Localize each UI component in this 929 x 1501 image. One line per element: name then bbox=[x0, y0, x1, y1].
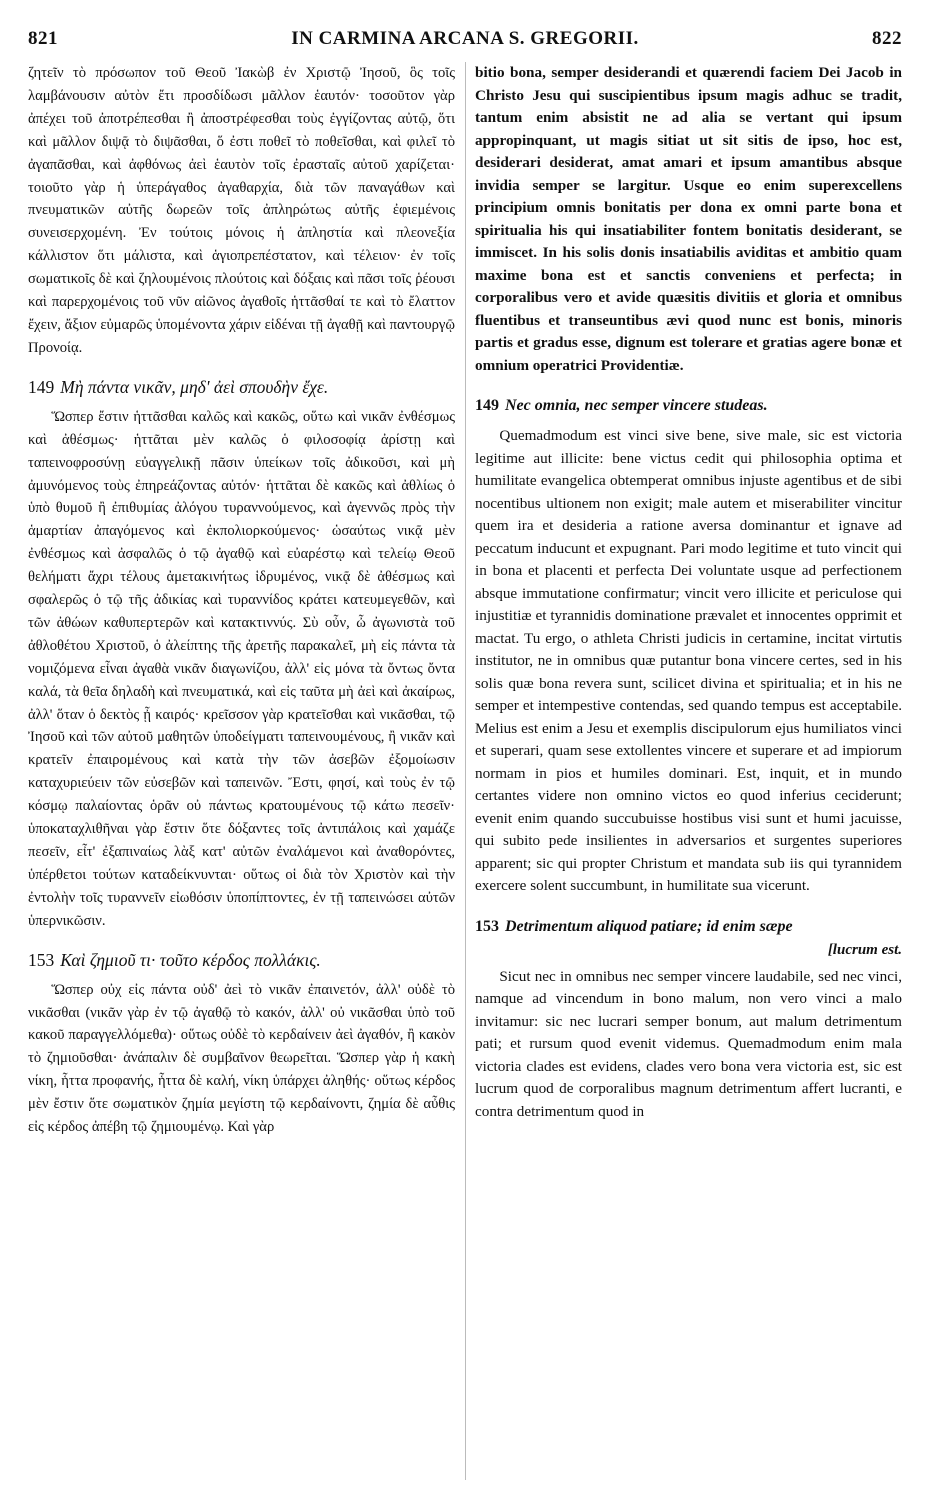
latin-section-149-number: 149 bbox=[475, 397, 499, 414]
greek-section-149-paragraph: Ὥσπερ ἔστιν ἡττᾶσθαι καλῶς καὶ κακῶς, οὕτω καὶ νικᾶν ἐνθέσμως καὶ ἀθέσμως· ἡττᾶται μὲν καλῶς ὁ φιλοσοφίᾳ ἀρίστῃ καὶ ταπεινοφροσύνῃ εὐαγγελικῇ πᾶσιν ὑπείκων τοῖς ἀδικοῦσι, καὶ μὴ ἀμυνόμενος τοὺς ἐπηρεάζοντας αὐτόν· ἡττᾶται δὲ κακῶς καὶ ἀθλίως ὁ ὑπὸ θυμοῦ ἢ ἐπιθυμίας ἀλόγου τυραννούμενος, καὶ ἀγεννῶς πρὸς τὴν ἁμαρτίαν ἀπαγόμενος καὶ ἐκπολιορκούμενος· ὡσαύτως νικᾷ μὲν ἐνθέσμως καὶ ἀσφαλῶς ὁ τῷ ἀγαθῷ καὶ εὐαρέστῳ καὶ τελείῳ Θεοῦ θελήματι ἄχρι τέλους ἀμετακινήτως ἱδρυμένος, νικᾷ δὲ ἀθέσμως καὶ σφαλερῶς ὁ τῷ τῆς ἀδικίας καὶ τυραννίδος κράτει κατευμεγεθῶν, καὶ τῶν ἀθώων καθυπερτερῶν καὶ κατακτιννύς. Σὺ οὖν, ὦ ἀγωνιστὰ τοῦ ἀθλοθέτου Χριστοῦ, ὁ ἀλείπτης τῆς ἀρετῆς παρακαλεῖ, μὴ εἰς πάντα τὰ νομιζόμενα εἶναι ἀγαθὰ νικᾶν διαγωνίζου, ἀλλ' εἰς μόνα τὰ ὄντως ὄντα καλά, τὰ θεῖα δηλαδὴ καὶ πνευματικά, καὶ εἰς ταῦτα μὴ ἀεὶ καὶ ἀκαίρως, ἀλλ' ὅταν ὁ δεκτὸς ᾖ καιρός· κρεῖσσον γὰρ κρατεῖσθαι καὶ νικᾶσθαι, τῷ Ἰησοῦ καὶ τῶν αὐτοῦ μαθητῶν ὑποδείγματι ταπεινουμένους, ἢ νικᾶν καὶ κρατεῖν ἐπαιρομένους καὶ κατὰ τὴν τῶν ἀσεβῶν ἐξομοίωσιν καταχυριεύειν τῶν εὐσεβῶν καὶ ταπεινῶν. Ἔστι, φησί, καὶ τοὺς ἐν τῷ κόσμῳ παλαίοντας ὁρᾶν οὐ πάντως κρατουμένους τῷ κάτω πεσεῖν· ὑποκαταχλιθῆναι γὰρ ἔστιν ὅτε δόξαντες τοῖς ἀντιπάλοις καὶ χαμάζε πεσεῖν, εἶτ' ἐξαπιναίως λὰξ κατ' αὐτῶν ἐναλάμενοι καὶ ἀναθορόντες, ὑπέρθετοι τούτων καταδείκνυνται· οὕτως οἱ διὰ τὸν Χριστὸν καὶ τὴν ἐντολὴν τοῖς τυραννεῖν εἰωθόσιν ὑποπίπτοντες, ἐν τῇ ταπεινώσει αὐτῶν ὑπερνικῶσιν. bbox=[28, 408, 455, 929]
latin-section-153-title: Detrimentum aliquod patiare; id enim sæpe bbox=[505, 917, 793, 935]
book-page bbox=[28, 28, 902, 1480]
greek-section-153-number: 153 bbox=[28, 949, 55, 970]
latin-column bbox=[475, 62, 902, 1123]
latin-section-153-title-continuation: [lucrum est. bbox=[827, 941, 902, 958]
latin-section-149-heading bbox=[475, 393, 902, 419]
running-title: IN CARMINA ARCANA S. GREGORII. bbox=[291, 28, 639, 49]
latin-section-153-heading bbox=[475, 914, 902, 940]
greek-column bbox=[28, 62, 455, 1139]
greek-section-153-title: Καὶ ζημιοῦ τι· τοῦτο κέρδος πολλάκις. bbox=[60, 949, 321, 970]
latin-section-153-number: 153 bbox=[475, 917, 499, 935]
page-header bbox=[28, 28, 902, 56]
latin-section-149-title: Nec omnia, nec semper vincere studeas. bbox=[505, 397, 768, 414]
greek-section-149-title: Μὴ πάντα νικᾶν, μηδ' ἀεὶ σπουδὴν ἔχε. bbox=[60, 376, 329, 397]
latin-intro-paragraph: bitio bona, semper desiderandi et quærendi faciem Dei Jacob in Christo Jesu qui suscipientibus ipsum magis adhuc se tradit, tantum enim absistit ne ad alia se vertant qui ipsum appropinquant, ut magis sitiat ut sit sitis de ipso, hoc est, desiderari desiderat, amat amari et ipsum amantibus absque invidia semper se largitur. Usque eo enim superexcellens principium omnis bonitatis per dona ex omni parte bona et spiritualia his qui insatiabiliter fontem bonitatis desiderant, se immiscet. In his solis donis insatiabilis aviditas et ambitio quam maxime bona est et sanctis conveniens et perfecta; in corporalibus vero et avide quæsitis divitiis et gloria et omnibus fluentibus et transeuntibus ævi quod nunc est bonis, minoris partis et gradus esse, dignum est tolerare et gratias agere bonæ et omnium operatrici Providentiæ. bbox=[475, 64, 902, 374]
greek-section-149-heading bbox=[28, 374, 455, 400]
column-divider bbox=[465, 62, 466, 1480]
greek-section-153-paragraph: Ὥσπερ οὐχ εἰς πάντα οὐδ' ἀεὶ τὸ νικᾶν ἐπαινετόν, ἀλλ' οὐδὲ τὸ νικᾶσθαι (νικᾶν γὰρ ἐν τῷ ἀγαθῷ τὸ κακόν, ἀλλ' οὐ νικᾶσθαι ὑπὸ τοῦ κακοῦ παραγγελλόμεθα)· οὕτως οὐδὲ τὸ κερδαίνειν ἀεὶ ἀγαθόν, ἢ κακὸν τὸ ζημιοῦσθαι· ἀνάπαλιν δὲ συμβαῖνον θεωρεῖται. Ὥσπερ γὰρ ἡ κακὴ νίκη, ἧττα προφανής, ἧττα δὲ καλή, νίκη ὑπάρχει ἀληθής· οὕτως κέρδος μὲν ἔστιν ὅτε σωματικὸν ζημία μεγίστη τῷ κερδαίνοντι, ζημία δὲ αὖθις εἰς κέρδος ἀπέβη τῷ ζημιουμένῳ. Καὶ γὰρ bbox=[28, 981, 455, 1136]
latin-section-153-paragraph: Sicut nec in omnibus nec semper vincere laudabile, sed nec vinci, namque ad vincendum in bono malum, non vero vinci a malo invitamur: sic nec lucrari semper bonum, aut malum detrimentum pati; et rursum quod evenit videmus. Quemadmodum enim mala victoria clades est evidens, clades vero bona vera victoria est, sic est lucrum quod de corporalibus magnum detrimentum affert lucranti, e contra detrimentum quod in bbox=[475, 967, 902, 1120]
greek-section-149-number: 149 bbox=[28, 376, 55, 397]
page-number-left: 821 bbox=[28, 28, 58, 49]
page-number-right: 822 bbox=[872, 28, 902, 49]
greek-section-153-heading bbox=[28, 947, 455, 973]
latin-section-149-paragraph: Quemadmodum est vinci sive bene, sive male, sic est victoria legitime aut illicite: bene victus cedit qui philosophia optima et humilitate evangelica obtemperat omnibus injuste agentibus et de sibi nocentibus ultionem non exigit; male autem et miserabiliter vincitur quem ira et desideria a ratione aversa dominantur et ignave ad peccatum inducunt et expugnant. Pari modo legitime et tuto vincit qui in bona et placenti et perfecta Dei voluntate usque ad perfectionem absque immutatione confirmatur; vincit vero illicite et periculose qui injustitiæ et tyrannidis dominatione prævalet et innocentes opprimit et mactat. Tu ergo, o athleta Christi judicis in certamine, incitat virtutis institutor, ne in omnibus quæ putantur bona vincere certes, sed in his solis quæ bona revera sunt, scilicet divina et spiritualia; et in his ne semper et intempestive contendas, sed quando tempus est acceptabile. Melius est enim a Jesu et exemplis discipulorum ejus humiliatos vinci et superari, quam sese extollentes vincere et superare et ad impiorum normam in pios et humiles dominari. Est, inquit, et in mundo certantes videre non omnino victos eo quod inferius ceciderunt; evenit enim quando succubuisse hostibus visi sunt et humi jacuisse, qui subito pede insilientes in adversarios et surgentes superiores apparent; sic qui propter Christum et mandata sub iis qui tyrannidem exercere solent succumbunt, in humilitate sua vicerunt. bbox=[475, 427, 902, 894]
greek-intro-paragraph: ζητεῖν τὸ πρόσωπον τοῦ Θεοῦ Ἰακὼβ ἐν Χριστῷ Ἰησοῦ, ὃς τοῖς λαμβάνουσιν αὐτὸν ἔτι προσδίδωσι μᾶλλον ἑαυτόν· τοσοῦτον γὰρ ἀπέχει τοῦ ἀποτρέπεσθαι ἢ ἀποστρέφεσθαι τοὺς ἐγγίζοντας αὐτῷ, ὅτι καὶ μᾶλλον διψᾷ τὸ διψᾶσθαι, ὅ ἐστι ποθεῖ τὸ ποθεῖσθαι, καὶ φιλεῖ τὸ ἀγαπᾶσθαι, καὶ ἀφθόνως ἀεὶ ἑαυτὸν τοῖς ἐρασταῖς αὐτοῦ χαρίζεται· τοιοῦτο γὰρ ἡ ὑπεράγαθος ἀγαθαρχία, διὰ τῶν παναγάθων καὶ πνευματικῶν αὐτῆς δωρεῶν τοῖς ἀπληρώτως αὐτῆς ἐφιεμένοις συνεισερχομένη. Ἐν τούτοις μόνοις ἡ ἀπληστία καὶ πλεονεξία κάλλιστον ὅτι μάλιστα, καὶ ἁγιοπρεπέστατον, καὶ τέλειον· ἐν τοῖς σωματικοῖς δὲ καὶ ζηλουμένοις πλούτοις καὶ δόξαις καὶ πᾶσι τοῖς ῥέουσι καὶ παρερχομένοις τοῦ νῦν αἰῶνος ἀγαθοῖς ἡττᾶσθαί τε καὶ τὸ ἔλαττον ἔχειν, ἄξιον εὐμαρῶς ὑπομένοντα χάριν εἰδέναι τῇ ἀγαθῇ καὶ παντουργῷ Προνοίᾳ. bbox=[28, 65, 455, 356]
